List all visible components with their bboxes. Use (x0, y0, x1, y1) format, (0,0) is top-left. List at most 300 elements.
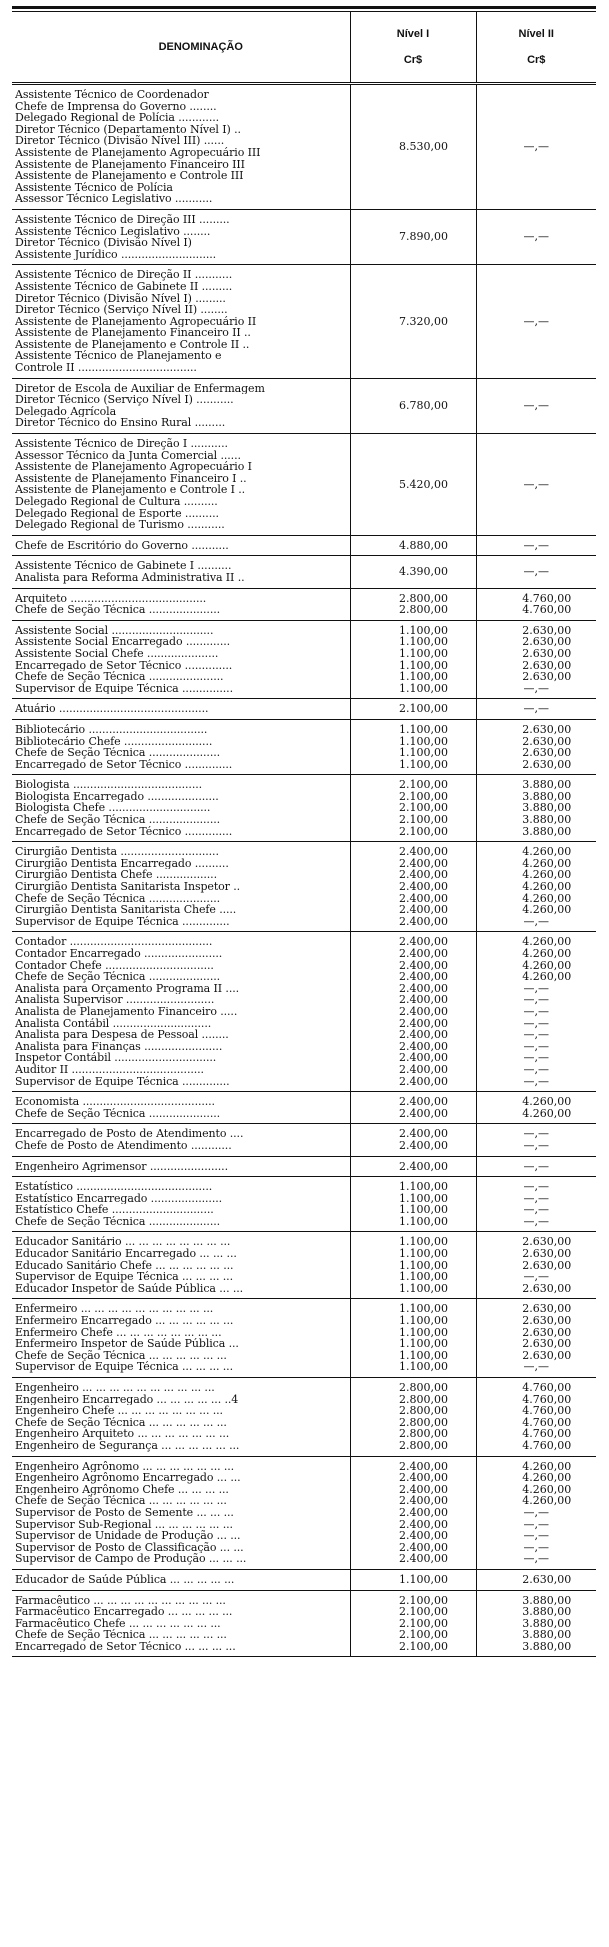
salary-value: 2.630,00 (522, 1235, 572, 1249)
salary-value: 2.100,00 (399, 1628, 448, 1642)
denominacao-cell (12, 1590, 350, 1657)
salary-value: 1.100,00 (399, 1302, 448, 1316)
position-name: Analista para Despesa de Pessoal ........ (15, 1029, 229, 1041)
salary-value: 2.630,00 (522, 1258, 572, 1272)
salary-value: 2.400,00 (399, 1494, 448, 1508)
nivel-1-cell (350, 378, 476, 433)
position-name: Controle II ................................... (15, 362, 197, 374)
salary-value: —,— (523, 399, 549, 413)
salary-value: 2.630,00 (522, 1572, 572, 1586)
header-nivel-2-label: Nível II (518, 28, 554, 40)
salary-value: 4.260,00 (522, 1106, 572, 1120)
salary-value: —,— (523, 1505, 549, 1519)
position-name: Assistente de Planejamento Agropecuário III (15, 146, 261, 159)
position-name: Engenheiro Arquiteto ... ... ... ... ... ... ... (15, 1428, 230, 1440)
position-name: Chefe de Seção Técnica ..................... (15, 604, 221, 616)
table-row (12, 588, 596, 620)
position-name: Chefe de Seção Técnica ..................... (15, 747, 221, 759)
position-name: Educador Sanitário Encarregado ... ... ... (15, 1248, 237, 1260)
position-name: Delegado Regional de Turismo ........... (15, 519, 225, 531)
salary-value: 2.400,00 (399, 856, 448, 870)
denominacao-cell (12, 1177, 350, 1232)
salary-value: 2.400,00 (399, 958, 448, 972)
nivel-2-cell (476, 620, 596, 699)
position-name: Assistente Técnico de Direção I ........... (15, 438, 228, 450)
table-row (12, 719, 596, 774)
salary-value: 1.100,00 (399, 1360, 448, 1374)
denominacao-cell (12, 1299, 350, 1378)
salary-value: 1.100,00 (399, 670, 448, 684)
nivel-2-cell (476, 699, 596, 720)
position-name: Assistente de Planejamento Financeiro I .. (15, 472, 247, 485)
salary-value: 6.780,00 (399, 399, 448, 413)
position-name: Assistente de Planejamento e Controle I .. (15, 484, 246, 496)
salary-value: 2.630,00 (522, 757, 572, 771)
position-name: Delegado Regional de Esporte .......... (15, 507, 219, 520)
salary-value: 1.100,00 (399, 757, 448, 771)
salary-value: 2.630,00 (522, 635, 572, 649)
nivel-1-cell (350, 1569, 476, 1590)
salary-value: 2.100,00 (399, 789, 448, 803)
nivel-1-cell (350, 1092, 476, 1124)
table-header-row (12, 12, 596, 84)
salary-value: 1.100,00 (399, 681, 448, 695)
table-row (12, 1590, 596, 1657)
nivel-2-cell (476, 1156, 596, 1177)
salary-value: 2.630,00 (522, 1302, 572, 1316)
denominacao-cell (12, 265, 350, 378)
salary-value: —,— (523, 1529, 549, 1543)
salary-value: 4.260,00 (522, 868, 572, 882)
position-name: Educado Sanitário Chefe ... ... ... ... ... ... (15, 1259, 234, 1272)
nivel-2-cell (476, 1456, 596, 1569)
position-name: Farmacêutico ... ... ... ... ... ... ... ... ... ... (15, 1594, 226, 1607)
table-row (12, 434, 596, 536)
position-name: Estatístico Encarregado ..................... (15, 1192, 223, 1205)
position-name: Chefe de Seção Técnica ..................... (15, 1107, 221, 1120)
salary-value: 1.100,00 (399, 658, 448, 672)
position-name: Assistente de Planejamento Financeiro III (15, 158, 245, 171)
position-name: Assistente Técnico de Coordenador (15, 89, 209, 101)
salary-value: 2.400,00 (399, 880, 448, 894)
nivel-2-cell (476, 84, 596, 210)
position-name: Engenheiro Agrimensor ....................... (15, 1160, 228, 1173)
position-name: Engenheiro Encarregado ... ... ... ... ... ..4 (15, 1393, 239, 1406)
position-name: Assistente Técnico de Direção III ......... (15, 213, 230, 226)
denominacao-cell (12, 775, 350, 842)
position-name: Chefe de Escritório do Governo ........... (15, 539, 229, 552)
table-row (12, 1177, 596, 1232)
salary-value: —,— (523, 140, 549, 154)
denominacao-cell (12, 84, 350, 210)
salary-value: 1.100,00 (399, 1258, 448, 1272)
salary-value: 2.400,00 (399, 1529, 448, 1543)
salary-value: —,— (523, 565, 549, 579)
denominacao-cell (12, 932, 350, 1092)
salary-value: 2.400,00 (399, 947, 448, 960)
salary-value: 2.400,00 (399, 903, 448, 917)
position-name: Encarregado de Setor Técnico .............. (15, 659, 233, 672)
salary-value: 2.630,00 (522, 734, 572, 748)
salary-value: 1.100,00 (399, 646, 448, 660)
position-name: Supervisor de Equipe Técnica ... ... ... ... (15, 1271, 233, 1283)
denominacao-cell (12, 1456, 350, 1569)
position-name: Chefe de Seção Técnica ... ... ... ... ... ... (15, 1349, 227, 1362)
nivel-1-cell (350, 842, 476, 932)
salary-value: 2.100,00 (399, 813, 448, 827)
position-name: Assistente Jurídico ............................ (15, 248, 217, 261)
salary-value: —,— (523, 1074, 549, 1088)
salary-value: 2.400,00 (399, 1482, 448, 1496)
nivel-1-cell (350, 699, 476, 720)
salary-value: —,— (523, 1270, 549, 1284)
salary-value: 4.760,00 (522, 1404, 572, 1418)
nivel-1-cell (350, 84, 476, 210)
table-row (12, 1232, 596, 1299)
salary-value: 2.100,00 (399, 824, 448, 838)
position-name: Supervisor de Equipe Técnica ... ... ... ... (15, 1361, 233, 1373)
salary-value: 2.400,00 (399, 1074, 448, 1088)
nivel-2-cell (476, 719, 596, 774)
salary-table (12, 12, 596, 1657)
salary-value: 2.630,00 (522, 670, 572, 684)
salary-value: 2.630,00 (522, 1325, 572, 1339)
salary-value: 2.630,00 (522, 746, 572, 760)
position-name: Educador Inspetor de Saúde Pública ... ... (15, 1282, 244, 1295)
salary-value: 2.400,00 (399, 1138, 448, 1152)
position-name: Chefe de Seção Técnica ... ... ... ... ... ... (15, 1495, 227, 1507)
position-name: Assistente Social Chefe ..................... (15, 647, 219, 660)
position-name: Diretor Técnico (Serviço Nível I) ........... (15, 394, 234, 406)
table-row (12, 378, 596, 433)
position-name: Diretor Técnico (Departamento Nível I) .. (15, 123, 241, 136)
position-name: Educador de Saúde Pública ... ... ... ... ... (15, 1573, 235, 1586)
table-row (12, 1569, 596, 1590)
nivel-2-cell (476, 842, 596, 932)
salary-value: 1.100,00 (399, 623, 448, 637)
salary-value: 2.400,00 (399, 1095, 448, 1109)
position-name: Contador .......................................... (15, 936, 213, 948)
nivel-2-cell (476, 265, 596, 378)
salary-value: 3.880,00 (522, 1616, 572, 1630)
position-name: Cirurgião Dentista Sanitarista Inspetor .. (15, 881, 241, 893)
nivel-1-cell (350, 535, 476, 556)
position-name: Estatístico Chefe .............................. (15, 1204, 214, 1216)
nivel-1-cell (350, 1590, 476, 1657)
salary-value: 3.880,00 (522, 1605, 572, 1619)
salary-value: —,— (523, 1062, 549, 1076)
nivel-1-cell (350, 1124, 476, 1156)
salary-value: 4.760,00 (522, 1427, 572, 1441)
salary-value: —,— (523, 981, 549, 995)
table-row (12, 1299, 596, 1378)
position-name: Engenheiro Chefe ... ... ... ... ... ... ... ... (15, 1405, 223, 1417)
denominacao-cell (12, 620, 350, 699)
table-row (12, 1378, 596, 1457)
position-name: Diretor Técnico (Serviço Nível II) ........ (15, 304, 228, 316)
position-name: Assistente de Planejamento Financeiro II .. (15, 327, 251, 339)
nivel-2-cell (476, 1299, 596, 1378)
position-name: Cirurgião Dentista Sanitarista Chefe ..... (15, 904, 237, 916)
position-name: Analista de Planejamento Financeiro ..... (15, 1005, 238, 1018)
salary-value: 2.800,00 (399, 1392, 448, 1406)
position-name: Chefe de Seção Técnica ... ... ... ... ... ... (15, 1629, 227, 1641)
denominacao-cell (12, 556, 350, 588)
position-name: Enfermeiro Inspetor de Saúde Pública ... (15, 1338, 239, 1350)
position-name: Bibliotecário ................................... (15, 723, 208, 736)
salary-value: 2.630,00 (522, 1281, 572, 1295)
position-name: Encarregado de Setor Técnico .............. (15, 825, 233, 838)
position-name: Engenheiro de Segurança ... ... ... ... ... ... (15, 1439, 240, 1452)
top-rule (12, 6, 596, 9)
position-name: Supervisor de Unidade de Produção ... ... (15, 1530, 241, 1542)
salary-value: —,— (523, 1214, 549, 1228)
salary-value: 1.100,00 (399, 1203, 448, 1217)
salary-value: 2.400,00 (399, 1517, 448, 1531)
header-nivel-1-label: Nível I (396, 28, 430, 40)
salary-value: 7.890,00 (399, 230, 448, 244)
position-name: Assistente Técnico de Polícia (15, 181, 173, 194)
salary-value: 2.400,00 (399, 935, 448, 949)
salary-value: 2.800,00 (399, 591, 448, 605)
position-name: Assistente Técnico Legislativo ........ (15, 225, 211, 238)
salary-value: 4.760,00 (522, 1438, 572, 1452)
position-name: Atuário ............................................ (15, 703, 209, 715)
position-name: Assistente de Planejamento e Controle II .. (15, 338, 250, 351)
nivel-2-cell (476, 209, 596, 264)
position-name: Encarregado de Setor Técnico .............. (15, 758, 233, 771)
salary-value: 4.760,00 (522, 1392, 572, 1406)
denominacao-cell (12, 699, 350, 720)
salary-value: 1.100,00 (399, 1337, 448, 1351)
salary-value: 2.400,00 (399, 914, 448, 928)
nivel-1-cell (350, 1156, 476, 1177)
salary-value: 2.100,00 (399, 778, 448, 792)
salary-value: 1.100,00 (399, 1572, 448, 1586)
position-name: Chefe de Posto de Atendimento ............ (15, 1139, 232, 1152)
salary-value: 2.100,00 (399, 1616, 448, 1630)
salary-value: 2.630,00 (522, 658, 572, 672)
salary-value: —,— (523, 477, 549, 491)
salary-value: 1.100,00 (399, 1281, 448, 1295)
position-name: Estatístico ........................................ (15, 1181, 213, 1193)
salary-value: 2.100,00 (399, 801, 448, 815)
position-name: Chefe de Seção Técnica ... ... ... ... ... ... (15, 1416, 227, 1429)
position-name: Assessor Técnico da Junta Comercial ...... (15, 449, 241, 462)
position-name: Chefe de Seção Técnica ...................... (15, 671, 224, 683)
salary-value: —,— (523, 1028, 549, 1042)
position-name: Enfermeiro Chefe ... ... ... ... ... ... ... ... (15, 1326, 222, 1339)
salary-value: —,— (523, 230, 549, 244)
salary-value: 2.400,00 (399, 1016, 448, 1030)
nivel-2-cell (476, 535, 596, 556)
salary-value: 4.260,00 (522, 1459, 572, 1473)
salary-value: 4.260,00 (522, 903, 572, 917)
salary-value: —,— (523, 314, 549, 328)
nivel-1-cell (350, 588, 476, 620)
salary-value: 2.630,00 (522, 623, 572, 637)
salary-value: 1.100,00 (399, 1235, 448, 1249)
salary-value: 2.400,00 (399, 1505, 448, 1519)
nivel-2-cell (476, 1124, 596, 1156)
header-nivel-2-currency: Cr$ (527, 54, 546, 66)
nivel-1-cell (350, 265, 476, 378)
position-name: Assistente Técnico de Gabinete I .......... (15, 560, 232, 572)
position-name: Supervisor de Equipe Técnica ............... (15, 682, 233, 695)
salary-value: 4.760,00 (522, 1415, 572, 1429)
salary-value: 2.630,00 (522, 646, 572, 660)
position-name: Encarregado de Posto de Atendimento .... (15, 1128, 244, 1140)
salary-value: 1.100,00 (399, 1348, 448, 1362)
denominacao-cell (12, 588, 350, 620)
salary-value: —,— (523, 1552, 549, 1566)
salary-value: 3.880,00 (522, 789, 572, 803)
denominacao-cell (12, 1092, 350, 1124)
position-name: Cirurgião Dentista Encarregado .......... (15, 857, 229, 870)
position-name: Chefe de Seção Técnica ..................... (15, 1215, 221, 1228)
salary-value: 3.880,00 (522, 801, 572, 815)
salary-value: —,— (523, 1180, 549, 1194)
salary-value: 1.100,00 (399, 1314, 448, 1328)
salary-value: 1.100,00 (399, 1214, 448, 1228)
position-name: Biologista Chefe .............................. (15, 802, 211, 815)
salary-value: 3.880,00 (522, 1593, 572, 1607)
nivel-2-cell (476, 775, 596, 842)
nivel-1-cell (350, 434, 476, 536)
nivel-1-cell (350, 556, 476, 588)
salary-value: 4.760,00 (522, 603, 572, 617)
salary-value: 2.400,00 (399, 1459, 448, 1473)
salary-value: 2.630,00 (522, 722, 572, 736)
table-row (12, 775, 596, 842)
position-name: Auditor II ....................................... (15, 1063, 204, 1076)
salary-value: 3.880,00 (522, 824, 572, 838)
position-name: Encarregado de Setor Técnico ... ... ... ... (15, 1640, 236, 1653)
denominacao-cell (12, 378, 350, 433)
salary-value: 1.100,00 (399, 722, 448, 736)
position-name: Chefe de Imprensa do Governo ........ (15, 100, 217, 113)
nivel-1-cell (350, 1378, 476, 1457)
position-name: Supervisor Sub-Regional ... ... ... ... ... ... (15, 1518, 233, 1531)
nivel-2-cell (476, 1177, 596, 1232)
header-denominacao: DENOMINAÇÃO (158, 41, 243, 53)
salary-value: 3.880,00 (522, 1639, 572, 1653)
position-name: Engenheiro ... ... ... ... ... ... ... ... ... ... (15, 1382, 215, 1394)
position-name: Analista para Reforma Administrativa II .. (15, 571, 245, 584)
denominacao-cell (12, 1124, 350, 1156)
nivel-1-cell (350, 932, 476, 1092)
nivel-2-cell (476, 378, 596, 433)
position-name: Assistente de Planejamento e Controle III (15, 170, 244, 182)
position-name: Contador Encarregado ....................... (15, 948, 223, 960)
position-name: Engenheiro Agrônomo Chefe ... ... ... ... (15, 1483, 229, 1496)
nivel-1-cell (350, 1456, 476, 1569)
salary-value: —,— (523, 1517, 549, 1531)
nivel-1-cell (350, 719, 476, 774)
salary-value: 2.100,00 (399, 1605, 448, 1619)
nivel-1-cell (350, 775, 476, 842)
nivel-2-cell (476, 932, 596, 1092)
position-name: Assistente Técnico de Gabinete II ......... (15, 280, 233, 293)
salary-value: 1.100,00 (399, 746, 448, 760)
salary-value: 2.800,00 (399, 1381, 448, 1394)
nivel-2-cell (476, 556, 596, 588)
salary-value: 2.400,00 (399, 845, 448, 859)
document-page (12, 0, 596, 1657)
table-body (12, 84, 596, 1657)
nivel-1-cell (350, 1232, 476, 1299)
salary-value: 2.400,00 (399, 1106, 448, 1120)
salary-value: 3.880,00 (522, 778, 572, 792)
nivel-2-cell (476, 434, 596, 536)
denominacao-cell (12, 1569, 350, 1590)
salary-value: 2.630,00 (522, 1247, 572, 1261)
position-name: Educador Sanitário ... ... ... ... ... ... ... ... (15, 1236, 231, 1249)
header-nivel-1 (350, 12, 476, 84)
position-name: Assistente Técnico de Planejamento e (15, 350, 222, 363)
nivel-2-cell (476, 1232, 596, 1299)
position-name: Biologista ...................................... (15, 779, 203, 791)
nivel-2-cell (476, 1378, 596, 1457)
salary-value: 2.400,00 (399, 993, 448, 1007)
salary-value: 2.400,00 (399, 891, 448, 905)
salary-value: 4.260,00 (522, 891, 572, 905)
salary-value: 2.100,00 (399, 1593, 448, 1607)
table-row (12, 932, 596, 1092)
salary-value: 2.400,00 (399, 1127, 448, 1141)
salary-value: 2.400,00 (399, 868, 448, 882)
position-name: Delegado Agrícola (15, 405, 117, 418)
salary-value: 2.800,00 (399, 1427, 448, 1441)
salary-value: 2.400,00 (399, 1051, 448, 1065)
table-row (12, 1124, 596, 1156)
position-name: Assistente Técnico de Direção II ........... (15, 269, 233, 281)
salary-value: —,— (523, 1004, 549, 1018)
salary-value: 7.320,00 (399, 314, 448, 328)
denominacao-cell (12, 535, 350, 556)
header-nivel-1-currency: Cr$ (403, 54, 423, 66)
salary-value: 4.260,00 (522, 856, 572, 870)
nivel-1-cell (350, 209, 476, 264)
position-name: Enfermeiro Encarregado ... ... ... ... ... ... (15, 1315, 234, 1327)
nivel-2-cell (476, 588, 596, 620)
nivel-1-cell (350, 1299, 476, 1378)
denominacao-cell (12, 719, 350, 774)
salary-value: 4.260,00 (522, 947, 572, 960)
denominacao-cell (12, 209, 350, 264)
salary-value: 3.880,00 (522, 813, 572, 827)
position-name: Diretor de Escola de Auxiliar de Enfermagem (15, 382, 265, 395)
position-name: Economista ....................................... (15, 1096, 215, 1108)
position-name: Analista Supervisor .......................... (15, 994, 215, 1006)
denominacao-cell (12, 1232, 350, 1299)
position-name: Delegado Regional de Cultura .......... (15, 496, 218, 508)
position-name: Contador Chefe ................................ (15, 959, 214, 972)
salary-value: 1.100,00 (399, 734, 448, 748)
salary-value: 1.100,00 (399, 635, 448, 649)
salary-value: 4.260,00 (522, 880, 572, 894)
salary-value: 5.420,00 (399, 477, 448, 491)
salary-value: —,— (523, 1039, 549, 1053)
salary-value: —,— (523, 681, 549, 695)
position-name: Analista Contábil ............................. (15, 1017, 212, 1030)
salary-value: 2.630,00 (522, 1348, 572, 1362)
position-name: Supervisor de Posto de Classificação ... ... (15, 1541, 244, 1554)
salary-value: 2.800,00 (399, 1438, 448, 1452)
table-row (12, 1092, 596, 1124)
salary-value: 1.100,00 (399, 1247, 448, 1261)
salary-value: 4.260,00 (522, 958, 572, 972)
